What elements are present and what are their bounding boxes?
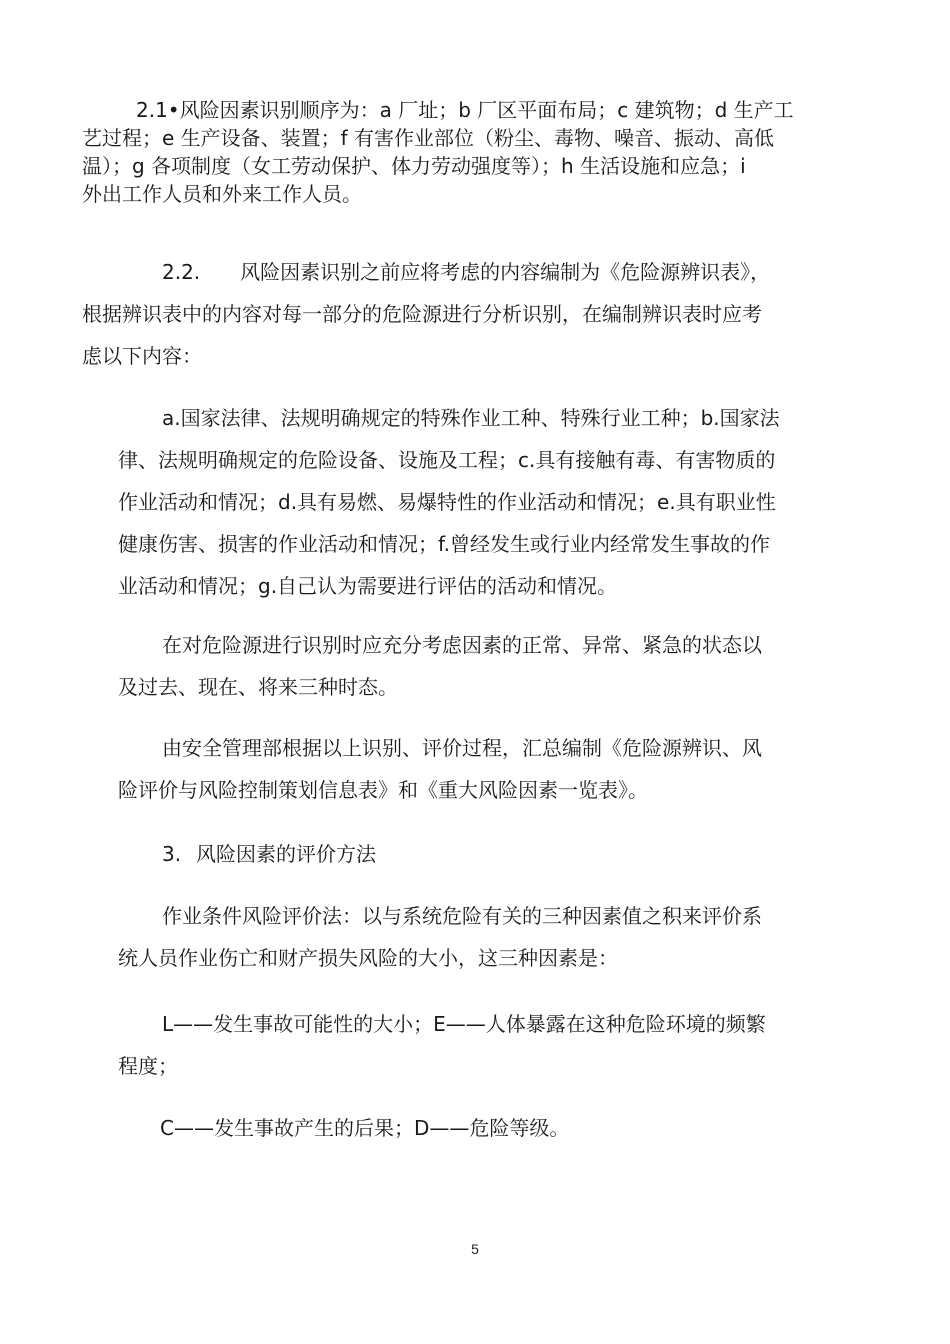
text-line: 业活动和情况；g.自己认为需要进行评估的活动和情况。 (118, 574, 618, 598)
paragraph-summary-tables (118, 727, 858, 811)
heading-number: 3. (162, 842, 182, 866)
text-line: 险评价与风险控制策划信息表》和《重大风险因素一览表》。 (118, 778, 648, 802)
text-line: 虑以下内容： (82, 344, 202, 368)
text-line: 统人员作业伤亡和财产损失风险的大小，这三种因素是： (118, 946, 618, 970)
text-line: 在对危险源进行识别时应充分考虑因素的正常、异常、紧急的状态以 (162, 633, 762, 657)
paragraph-considerations-list (118, 397, 858, 607)
paragraph-factors-c-d (118, 1107, 858, 1149)
paragraph-risk-identification-order (82, 96, 862, 208)
text-line: 健康伤害、损害的作业活动和情况；f.曾经发生或行业内经常发生事故的作 (118, 532, 770, 556)
section-heading-evaluation-method (162, 833, 376, 875)
text-line: C——发生事故产生的后果；D——危险等级。 (160, 1116, 570, 1140)
paragraph-lec-method (118, 895, 858, 979)
text-line: 作业条件风险评价法：以与系统危险有关的三种因素值之积来评价系 (162, 904, 762, 928)
text-line: 2.1•风险因素识别顺序为：a 厂址；b 厂区平面布局；c 建筑物；d 生产工 (136, 98, 794, 122)
paragraph-states-and-tenses (118, 624, 858, 708)
text-line: L——发生事故可能性的大小；E——人体暴露在这种危险环境的频繁 (162, 1012, 766, 1036)
text-line: a.国家法律、法规明确规定的特殊作业工种、特殊行业工种；b.国家法 (162, 406, 780, 430)
text-line: 艺过程；e 生产设备、装置；f 有害作业部位（粉尘、毒物、噪音、振动、高低 (82, 126, 775, 150)
heading-title: 风险因素的评价方法 (196, 842, 376, 866)
text-line: 程度； (118, 1054, 178, 1078)
text-line: 律、法规明确规定的危险设备、设施及工程；c.具有接触有毒、有害物质的 (118, 448, 776, 472)
paragraph-factors-l-e (118, 1003, 858, 1087)
text-line: 由安全管理部根据以上识别、评价过程，汇总编制《危险源辨识、风 (162, 736, 762, 760)
text-line: 根据辨识表中的内容对每一部分的危险源进行分析识别，在编制辨识表时应考 (82, 302, 762, 326)
paragraph-identification-table (82, 251, 862, 377)
text-line: 作业活动和情况；d.具有易燃、易爆特性的作业活动和情况；e.具有职业性 (118, 490, 776, 514)
text-line: 外出工作人员和外来工作人员。 (82, 182, 362, 206)
page-number: 5 (471, 1241, 479, 1257)
text-line: 温）；g 各项制度（女工劳动保护、体力劳动强度等）；h 生活设施和应急；i (82, 154, 746, 178)
text-line: 及过去、现在、将来三种时态。 (118, 675, 398, 699)
text-line: 2.2. 风险因素识别之前应将考虑的内容编制为《危险源辨识表》， (162, 260, 771, 284)
